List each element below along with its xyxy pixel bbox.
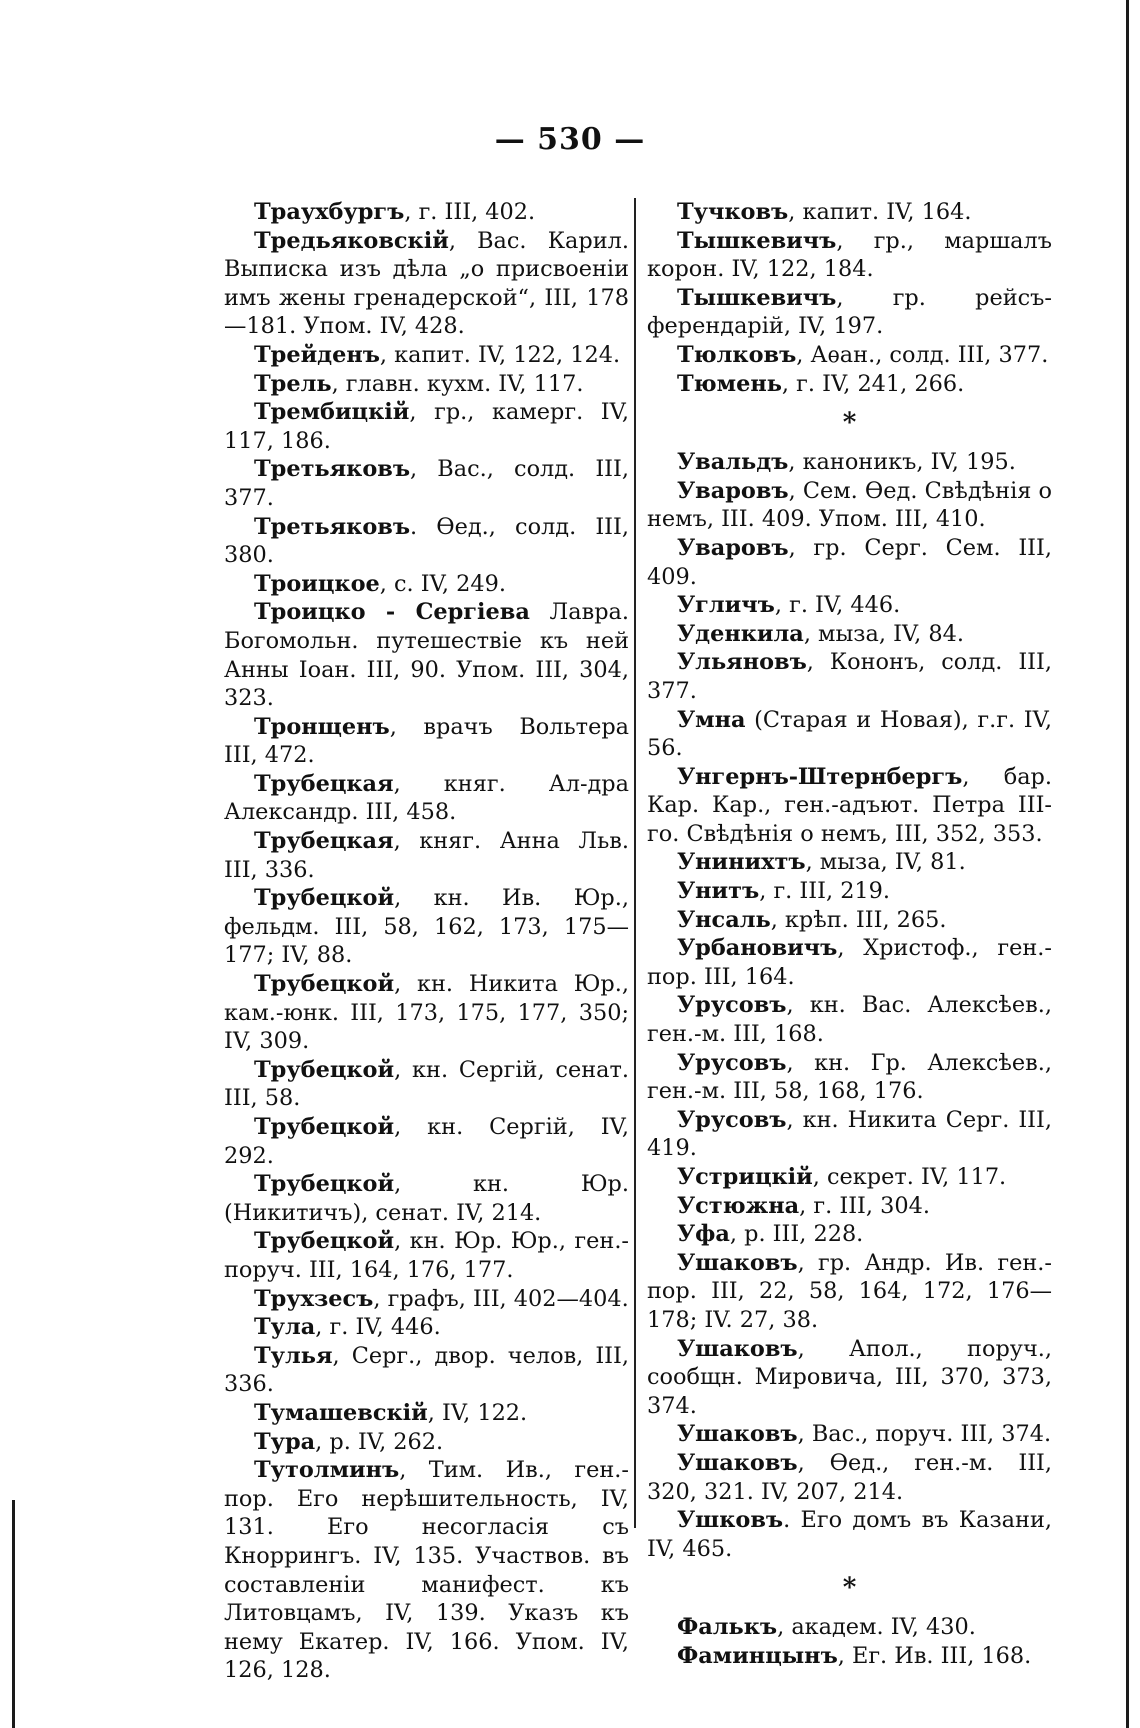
index-entry: [647, 877, 1052, 906]
entry-text: , крѣп. III, 265.: [770, 906, 947, 933]
entry-name: Ушаковъ: [677, 1335, 798, 1362]
entry-name: Тучковъ: [677, 199, 789, 225]
entry-name: Уваровъ: [677, 477, 789, 504]
index-entry: [224, 198, 629, 227]
index-entry: [224, 1285, 629, 1314]
entry-text: , капит. IV, 164.: [788, 199, 972, 225]
entry-text: , кн. Сергій, IV, 292.: [224, 1114, 629, 1169]
entry-text: , гр., маршалъ корон. IV, 122, 184.: [647, 227, 1052, 283]
entry-name: Трубецкая: [254, 828, 394, 855]
entry-text: , Ег. Ив. III, 168.: [837, 1642, 1032, 1669]
entry-text: (Старая и Новая), г.г. IV, 56.: [647, 706, 1052, 762]
index-entry: [224, 1113, 629, 1170]
entry-text: , секрет. IV, 117.: [812, 1164, 1007, 1190]
entry-text: , академ. IV, 430.: [777, 1614, 976, 1641]
entry-text: . Ѳед., солд. III, 380.: [224, 513, 629, 569]
index-entry: [647, 284, 1052, 341]
entry-text: , Вас. Карил. Выписка изъ дѣла „о присвоеніи имъ жены гренадерской“, III, 178—181. Упом. IV, 428.: [224, 227, 629, 340]
entry-name: Унинихтъ: [677, 849, 806, 876]
entry-name: Фалькъ: [677, 1614, 778, 1641]
entry-text: , Серг., двор. челов, III, 336.: [224, 1342, 629, 1398]
entry-name: Уфа: [677, 1221, 730, 1248]
entry-text: , мыза, IV, 84.: [803, 620, 965, 647]
entry-name: Фаминцынъ: [677, 1642, 838, 1669]
index-entry: [224, 1170, 629, 1227]
section-separator: *: [842, 408, 857, 439]
entry-text: Лавра. Богомольн. путешествіе къ ней Анны Іоан. III, 90. Упом. III, 304, 323.: [224, 599, 629, 712]
entry-name: Трубецкая: [254, 770, 394, 797]
entry-text: , кн. Ив. Юр., фельдм. III, 58, 162, 173, 175—177; IV, 88.: [224, 885, 629, 969]
entry-text: , мыза, IV, 81.: [805, 849, 966, 876]
entry-name: Тышкевичъ: [677, 227, 837, 254]
entry-text: , г. III, 402.: [404, 199, 536, 225]
index-entry: [647, 198, 1052, 227]
entry-text: , гр. рейсъ-ферендарій, IV, 197.: [647, 284, 1052, 340]
entry-text: , Ѳед., ген.-м. III, 320, 321. IV, 207, 214.: [647, 1449, 1052, 1505]
entry-text: , Кононъ, солд. III, 377.: [647, 649, 1052, 704]
entry-text: , Вас., поруч. III, 374.: [797, 1421, 1052, 1448]
entry-text: , кн. Вас. Алексѣев., ген.-м. III, 168.: [647, 992, 1052, 1048]
index-entry: [647, 848, 1052, 877]
index-entry: [224, 884, 629, 970]
entry-name: Тредьяковскій: [254, 227, 449, 254]
page-number: — 530 —: [494, 122, 646, 157]
entry-name: Тула: [254, 1314, 316, 1341]
entry-name: Тумашевскій: [254, 1399, 428, 1426]
entry-name: Унсаль: [677, 906, 771, 933]
entry-text: , княг. Анна Льв. III, 336.: [224, 828, 629, 883]
entry-name: Тышкевичъ: [677, 284, 837, 311]
entry-name: Тюлковъ: [677, 341, 797, 368]
index-entry: [224, 227, 629, 341]
entry-name: Урусовъ: [677, 1106, 787, 1133]
entry-text: , гр. Андр. Ив. ген.-пор. III, 22, 58, 164, 172, 176—178; IV. 27, 38.: [647, 1249, 1052, 1333]
index-entry: [647, 448, 1052, 477]
entry-name: Уваровъ: [677, 534, 789, 561]
entry-name: Трубецкой: [254, 1056, 395, 1083]
index-entry: [647, 1106, 1052, 1163]
entry-name: Ульяновъ: [677, 649, 807, 676]
index-entry: [647, 370, 1052, 399]
entry-name: Трухзесъ: [254, 1285, 374, 1312]
entry-text: , гр. Серг. Сем. III, 409.: [647, 534, 1052, 590]
index-column-left: [224, 198, 629, 1685]
index-entry: [647, 1420, 1052, 1449]
entry-name: Увальдъ: [677, 449, 789, 476]
index-entry: [647, 534, 1052, 591]
entry-name: Траухбургъ: [254, 199, 405, 225]
column-divider: [634, 198, 636, 1528]
entry-text: , Аѳан., солд. III, 377.: [796, 341, 1049, 368]
index-entry: [224, 1056, 629, 1113]
index-entry: [647, 1163, 1052, 1192]
entry-text: , кн. Юр. Юр., ген.-поруч. III, 164, 176, 177.: [224, 1228, 629, 1283]
entry-name: Урбановичъ: [677, 935, 838, 962]
index-entry: [224, 598, 629, 712]
index-entry: [224, 770, 629, 827]
entry-name: Тулья: [254, 1342, 333, 1369]
entry-text: . Его домъ въ Казани, IV, 465.: [647, 1507, 1052, 1562]
index-entry: [224, 513, 629, 570]
index-entry: [647, 591, 1052, 620]
entry-name: Третьяковъ: [254, 513, 411, 540]
entry-text: , Христоф., ген.-пор. III, 164.: [647, 935, 1052, 990]
index-entry: [647, 991, 1052, 1048]
entry-text: , каноникъ, IV, 195.: [788, 449, 1016, 476]
entry-name: Ушаковъ: [677, 1421, 798, 1448]
index-entry: [224, 970, 629, 1056]
entry-name: Трубецкой: [254, 1171, 395, 1198]
entry-text: , врачъ Вольтера III, 472.: [224, 713, 629, 769]
index-entry: [647, 706, 1052, 763]
index-entry: [647, 648, 1052, 705]
entry-text: , IV, 122.: [427, 1399, 528, 1426]
entry-name: Тура: [254, 1428, 316, 1455]
entry-name: Трубецкой: [254, 971, 395, 998]
index-entry: [647, 620, 1052, 649]
entry-text: , г. IV, 446.: [774, 592, 901, 619]
entry-text: , г. IV, 241, 266.: [781, 370, 965, 397]
entry-name: Устюжна: [677, 1192, 800, 1219]
entry-name: Урусовъ: [677, 1049, 787, 1076]
index-entry: [224, 1399, 629, 1428]
entry-name: Урусовъ: [677, 992, 787, 1019]
index-entry: [647, 1192, 1052, 1221]
entry-name: Уденкила: [677, 620, 804, 647]
index-entry: [647, 1335, 1052, 1421]
entry-text: , г. III, 304.: [799, 1192, 930, 1219]
index-entry: [224, 1342, 629, 1399]
index-entry: [647, 1642, 1052, 1671]
index-entry: [647, 1506, 1052, 1563]
page-edge-left: [12, 1500, 15, 1728]
index-entry: [647, 341, 1052, 370]
index-entry: [647, 1220, 1052, 1249]
entry-text: , г. IV, 446.: [315, 1314, 441, 1341]
entry-text: , г. III, 219.: [759, 878, 891, 905]
index-entry: [647, 1613, 1052, 1642]
entry-text: , капит. IV, 122, 124.: [379, 341, 621, 368]
entry-text: , Вас., солд. III, 377.: [224, 456, 629, 511]
index-entry: [647, 477, 1052, 534]
index-entry: [224, 341, 629, 370]
index-entry: [224, 713, 629, 770]
entry-text: , кн. Сергій, сенат. III, 58.: [224, 1056, 629, 1112]
index-entry: [224, 1428, 629, 1457]
entry-name: Троицко - Сергіева: [254, 599, 530, 626]
index-entry: [647, 1449, 1052, 1506]
entry-text: , кн. Никита Юр., кам.-юнк. III, 173, 175, 177, 350; IV, 309.: [224, 971, 629, 1055]
entry-text: , кн. Юр. (Никитичъ), сенат. IV, 214.: [224, 1171, 629, 1226]
index-entry: [224, 455, 629, 512]
index-entry: [224, 570, 629, 599]
entry-name: Ушаковъ: [677, 1249, 798, 1276]
entry-name: Тутолминъ: [254, 1457, 400, 1484]
index-entry: [224, 1227, 629, 1284]
entry-name: Трубецкой: [254, 1228, 395, 1255]
entry-name: Трембицкій: [254, 399, 410, 426]
entry-name: Трейденъ: [254, 341, 380, 368]
entry-name: Третьяковъ: [254, 456, 411, 483]
index-entry: [224, 1313, 629, 1342]
index-entry: [647, 1049, 1052, 1106]
entry-name: Устрицкій: [677, 1164, 813, 1190]
entry-text: , главн. кухм. IV, 117.: [331, 370, 584, 397]
index-entry: [647, 1249, 1052, 1335]
entry-text: , графъ, III, 402—404.: [373, 1285, 629, 1312]
entry-name: Тюмень: [677, 370, 782, 397]
entry-text: , р. IV, 262.: [315, 1428, 444, 1455]
entry-name: Унгернъ-Штернбергъ: [677, 763, 963, 790]
entry-text: , с. IV, 249.: [379, 570, 506, 597]
entry-name: Трубецкой: [254, 1114, 395, 1140]
index-column-right: [647, 198, 1052, 1671]
entry-text: , гр., камерг. IV, 117, 186.: [224, 399, 629, 454]
index-entry: [224, 398, 629, 455]
entry-name: Унитъ: [677, 878, 760, 905]
entry-text: , Сем. Ѳед. Свѣдѣнія о немъ, III. 409. Упом. III, 410.: [647, 477, 1052, 533]
entry-name: Ушаковъ: [677, 1449, 798, 1476]
index-entry: [224, 370, 629, 399]
entry-name: Угличъ: [677, 592, 775, 619]
section-separator: *: [842, 1573, 857, 1604]
entry-name: Умна: [677, 706, 746, 733]
entry-text: , кн. Гр. Алексѣев., ген.-м. III, 58, 168, 176.: [647, 1049, 1052, 1105]
page-edge-right: [1126, 0, 1129, 1728]
entry-text: , бар. Кар. Кар., ген.-адъют. Петра III-го. Свѣдѣнія о немъ, III, 352, 353.: [647, 763, 1052, 847]
entry-text: , р. III, 228.: [729, 1221, 864, 1248]
index-entry: [647, 934, 1052, 991]
index-entry: [647, 906, 1052, 935]
entry-text: , кн. Никита Серг. III, 419.: [647, 1106, 1052, 1162]
entry-name: Трубецкой: [254, 885, 395, 912]
entry-text: , Апол., поруч., сообщн. Мировича, III, 370, 373, 374.: [647, 1335, 1052, 1419]
entry-name: Ушковъ: [677, 1507, 784, 1534]
index-entry: [224, 1456, 629, 1685]
index-entry: [224, 827, 629, 884]
entry-text: , княг. Ал-дра Александр. III, 458.: [224, 770, 629, 826]
index-entry: [647, 763, 1052, 849]
entry-name: Трель: [254, 370, 332, 397]
entry-name: Тронщенъ: [254, 713, 390, 740]
entry-name: Троицкое: [254, 570, 380, 597]
index-entry: [647, 227, 1052, 284]
entry-text: , Тим. Ив., ген.-пор. Его нерѣшительность, IV, 131. Его несогласія съ Кноррингъ. IV, 135. Участвов. въ составленіи манифест. къ Литовцамъ, IV, 139. Указъ къ нему Екатер. IV, 166. Упом. IV, 126, 128.: [224, 1457, 629, 1684]
